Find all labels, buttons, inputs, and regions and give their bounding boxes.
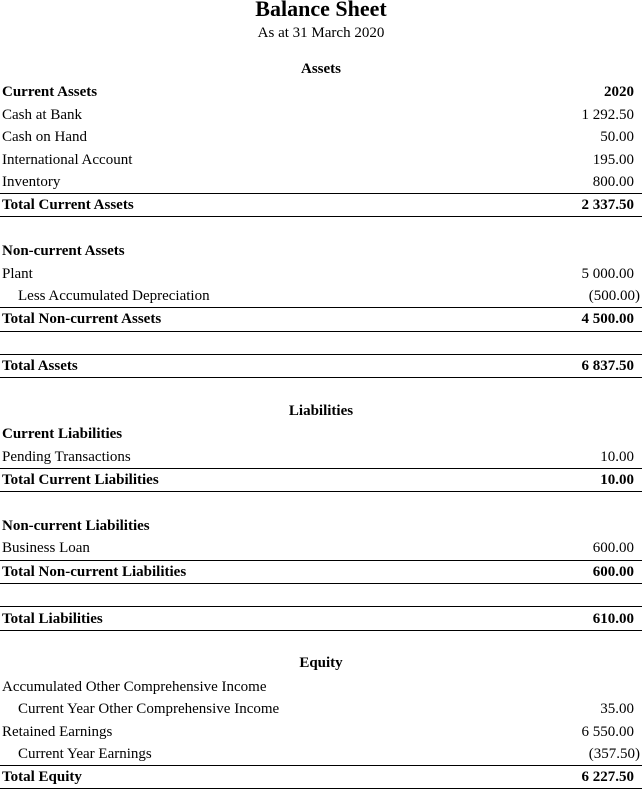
total-row bbox=[2, 609, 640, 631]
divider bbox=[0, 583, 642, 584]
line-item-value: 800.00 bbox=[592, 174, 634, 190]
total-noncurrent-liabilities-value: 600.00 bbox=[592, 564, 634, 580]
total-row bbox=[2, 562, 640, 584]
divider bbox=[0, 788, 642, 789]
line-item-value: (500.00) bbox=[588, 288, 640, 304]
year-column-header: 2020 bbox=[604, 84, 634, 100]
divider bbox=[0, 606, 642, 607]
total-current-liabilities-value: 10.00 bbox=[600, 472, 634, 488]
line-item-label: International Account bbox=[2, 152, 133, 168]
line-item-row bbox=[2, 677, 640, 699]
divider bbox=[0, 491, 642, 492]
line-item-row bbox=[2, 447, 640, 469]
total-equity-value: 6 227.50 bbox=[581, 769, 634, 785]
divider bbox=[0, 216, 642, 217]
total-assets-value: 6 837.50 bbox=[581, 358, 634, 374]
line-item-label: Plant bbox=[2, 266, 33, 282]
total-equity-label: Total Equity bbox=[2, 769, 82, 785]
line-item-label: Less Accumulated Depreciation bbox=[18, 288, 210, 304]
total-noncurrent-assets-label: Total Non-current Assets bbox=[2, 311, 162, 327]
line-item-row bbox=[2, 722, 640, 744]
page-title: Balance Sheet bbox=[255, 0, 387, 21]
divider bbox=[0, 307, 642, 308]
line-item-row bbox=[2, 699, 640, 721]
line-item-value: 600.00 bbox=[592, 540, 634, 556]
total-current-assets-label: Total Current Assets bbox=[2, 197, 134, 213]
current-assets-heading: Current Assets bbox=[2, 84, 98, 100]
line-item-value: 195.00 bbox=[592, 152, 634, 168]
divider bbox=[0, 377, 642, 378]
divider bbox=[0, 193, 642, 194]
line-item-row bbox=[2, 538, 640, 560]
divider bbox=[0, 468, 642, 469]
assets-heading: Assets bbox=[301, 61, 341, 77]
liabilities-heading: Liabilities bbox=[288, 403, 354, 419]
line-item-value: 1 292.50 bbox=[581, 107, 634, 123]
line-item-value: (357.50) bbox=[588, 746, 640, 762]
line-item-row bbox=[2, 105, 640, 127]
total-row bbox=[2, 470, 640, 492]
line-item-value: 5 000.00 bbox=[581, 266, 634, 282]
total-liabilities-label: Total Liabilities bbox=[2, 611, 103, 627]
line-item-label: Accumulated Other Comprehensive Income bbox=[2, 679, 267, 695]
current-liabilities-heading-row bbox=[2, 424, 640, 446]
noncurrent-liabilities-heading-row bbox=[2, 516, 640, 538]
equity-heading: Equity bbox=[299, 655, 343, 671]
line-item-label: Cash at Bank bbox=[2, 107, 82, 123]
total-liabilities-value: 610.00 bbox=[592, 611, 634, 627]
total-current-assets-value: 2 337.50 bbox=[581, 197, 634, 213]
line-item-row bbox=[2, 127, 640, 149]
line-item-row bbox=[2, 744, 640, 766]
divider bbox=[0, 630, 642, 631]
current-assets-heading-row bbox=[2, 82, 640, 104]
line-item-row bbox=[2, 286, 640, 308]
line-item-label: Cash on Hand bbox=[2, 129, 87, 145]
current-liabilities-heading: Current Liabilities bbox=[2, 426, 123, 442]
line-item-value: 35.00 bbox=[600, 701, 634, 717]
total-noncurrent-liabilities-label: Total Non-current Liabilities bbox=[2, 564, 187, 580]
line-item-label: Current Year Earnings bbox=[18, 746, 152, 762]
divider bbox=[0, 354, 642, 355]
line-item-value: 10.00 bbox=[600, 449, 634, 465]
total-row bbox=[2, 195, 640, 217]
line-item-value: 50.00 bbox=[600, 129, 634, 145]
total-row bbox=[2, 309, 640, 331]
line-item-label: Pending Transactions bbox=[2, 449, 131, 465]
noncurrent-assets-heading: Non-current Assets bbox=[2, 243, 125, 259]
divider bbox=[0, 331, 642, 332]
total-assets-label: Total Assets bbox=[2, 358, 78, 374]
line-item-row bbox=[2, 150, 640, 172]
total-current-liabilities-label: Total Current Liabilities bbox=[2, 472, 159, 488]
noncurrent-liabilities-heading: Non-current Liabilities bbox=[2, 518, 150, 534]
line-item-label: Current Year Other Comprehensive Income bbox=[18, 701, 280, 717]
divider bbox=[0, 765, 642, 766]
line-item-label: Inventory bbox=[2, 174, 61, 190]
noncurrent-assets-heading-row bbox=[2, 241, 640, 263]
total-noncurrent-assets-value: 4 500.00 bbox=[581, 311, 634, 327]
line-item-label: Retained Earnings bbox=[2, 724, 113, 740]
line-item-value: 6 550.00 bbox=[581, 724, 634, 740]
total-row bbox=[2, 767, 640, 789]
line-item-row bbox=[2, 264, 640, 286]
line-item-row bbox=[2, 172, 640, 194]
total-row bbox=[2, 356, 640, 378]
line-item-label: Business Loan bbox=[2, 540, 90, 556]
page-subtitle: As at 31 March 2020 bbox=[257, 25, 385, 41]
divider bbox=[0, 560, 642, 561]
